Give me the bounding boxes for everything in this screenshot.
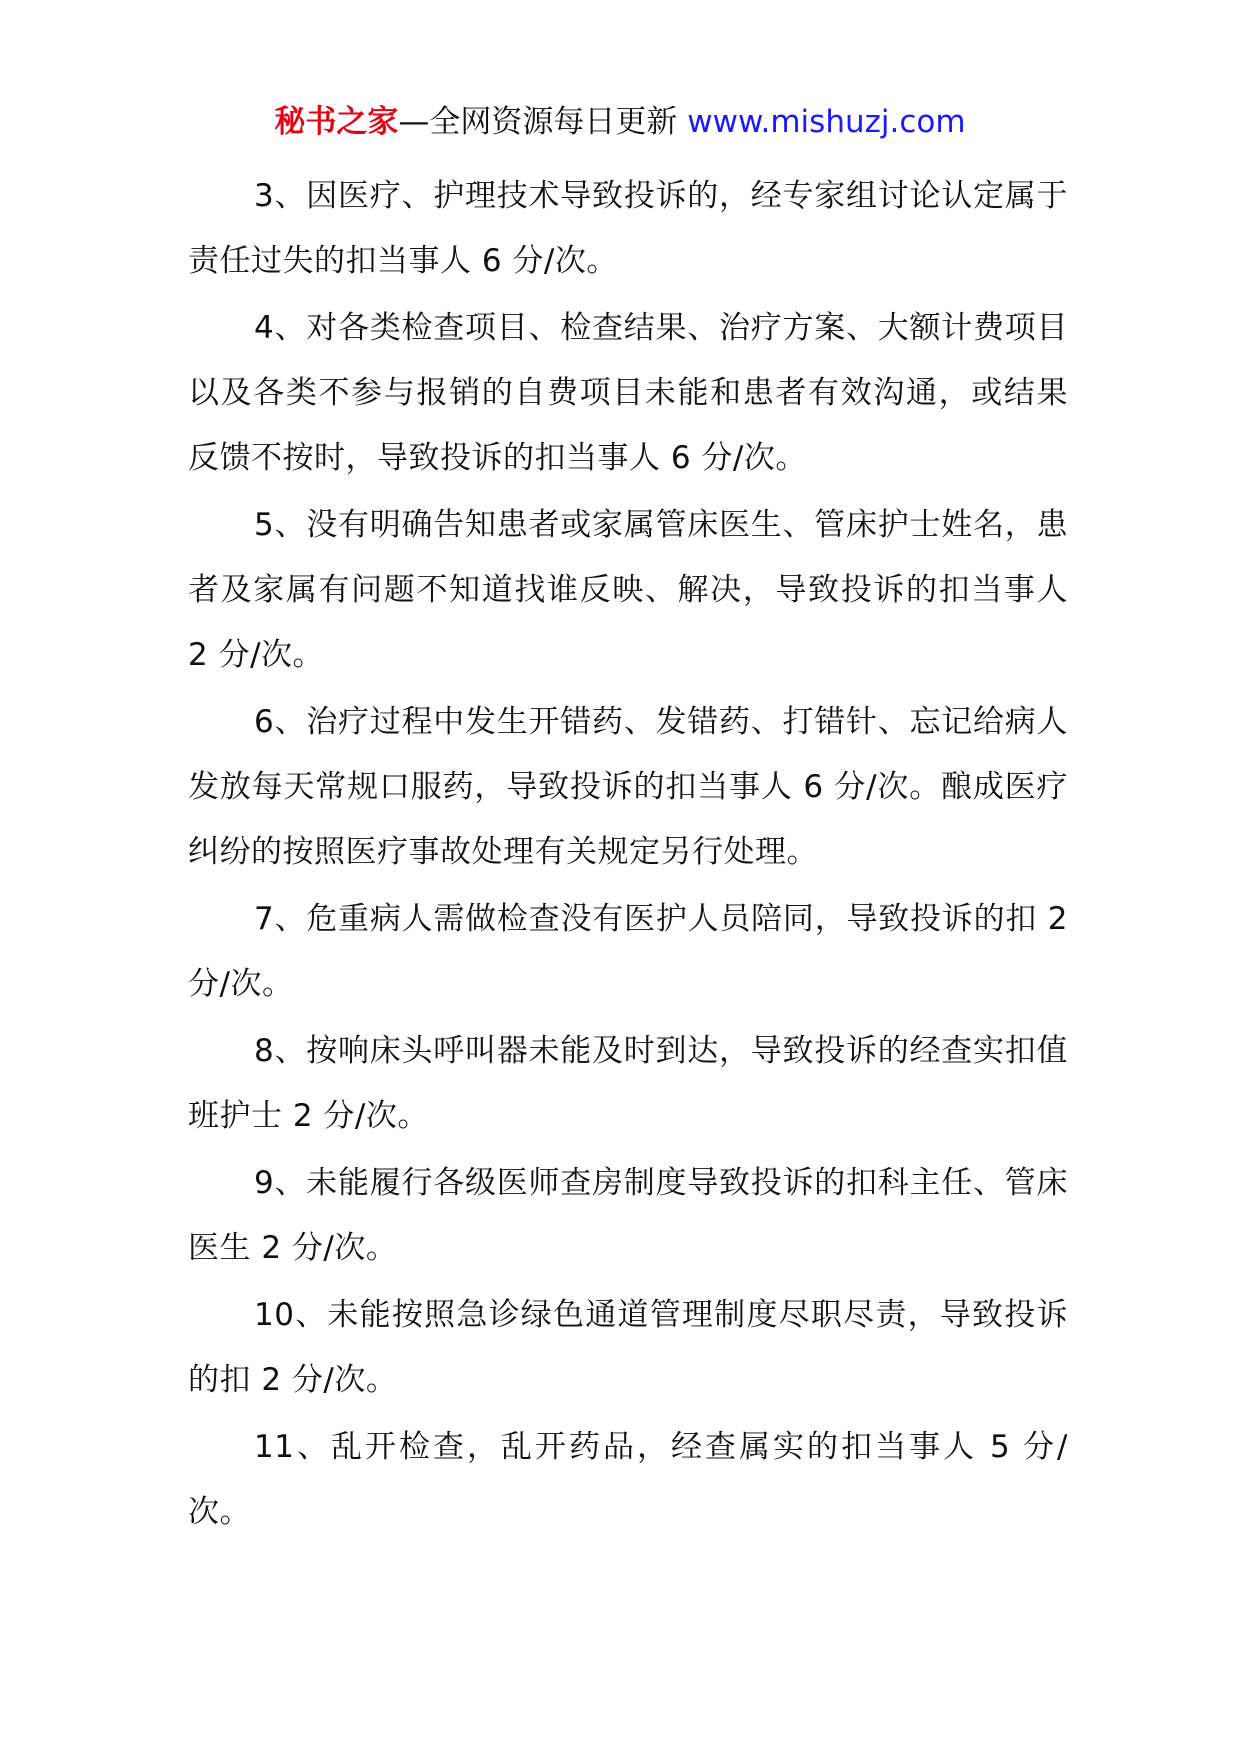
paragraph-item-3: 3、因医疗、护理技术导致投诉的，经专家组讨论认定属于责任过失的扣当事人 6 分/次。 [188,178,1068,279]
page-header [0,100,1240,144]
brand-name: 秘书之家 [274,104,399,140]
header-tagline: —全网资源每日更新 [398,104,678,140]
paragraph-item-5: 5、没有明确告知患者或家属管床医生、管床护士姓名，患者及家属有问题不知道找谁反映、解决，导致投诉的扣当事人 2 分/次。 [188,507,1068,673]
paragraph-item-8: 8、按响床头呼叫器未能及时到达，导致投诉的经查实扣值班护士 2 分/次。 [188,1033,1068,1134]
paragraph-item-4: 4、对各类检查项目、检查结果、治疗方案、大额计费项目以及各类不参与报销的自费项目未能和患者有效沟通，或结果反馈不按时，导致投诉的扣当事人 6 分/次。 [188,310,1068,476]
paragraph-item-7: 7、危重病人需做检查没有医护人员陪同，导致投诉的扣 2 分/次。 [188,901,1068,1002]
document-body [188,164,1068,1547]
paragraph-item-11: 11、乱开检查，乱开药品，经查属实的扣当事人 5 分/次。 [188,1429,1068,1530]
paragraph-item-9: 9、未能履行各级医师查房制度导致投诉的扣科主任、管床医生 2 分/次。 [188,1165,1068,1266]
site-url-link[interactable]: www.mishuzj.com [687,104,966,140]
paragraph-item-10: 10、未能按照急诊绿色通道管理制度尽职尽责，导致投诉的扣 2 分/次。 [188,1297,1068,1398]
paragraph-item-6: 6、治疗过程中发生开错药、发错药、打错针、忘记给病人发放每天常规口服药，导致投诉的扣当事人 6 分/次。酿成医疗纠纷的按照医疗事故处理有关规定另行处理。 [188,704,1068,870]
